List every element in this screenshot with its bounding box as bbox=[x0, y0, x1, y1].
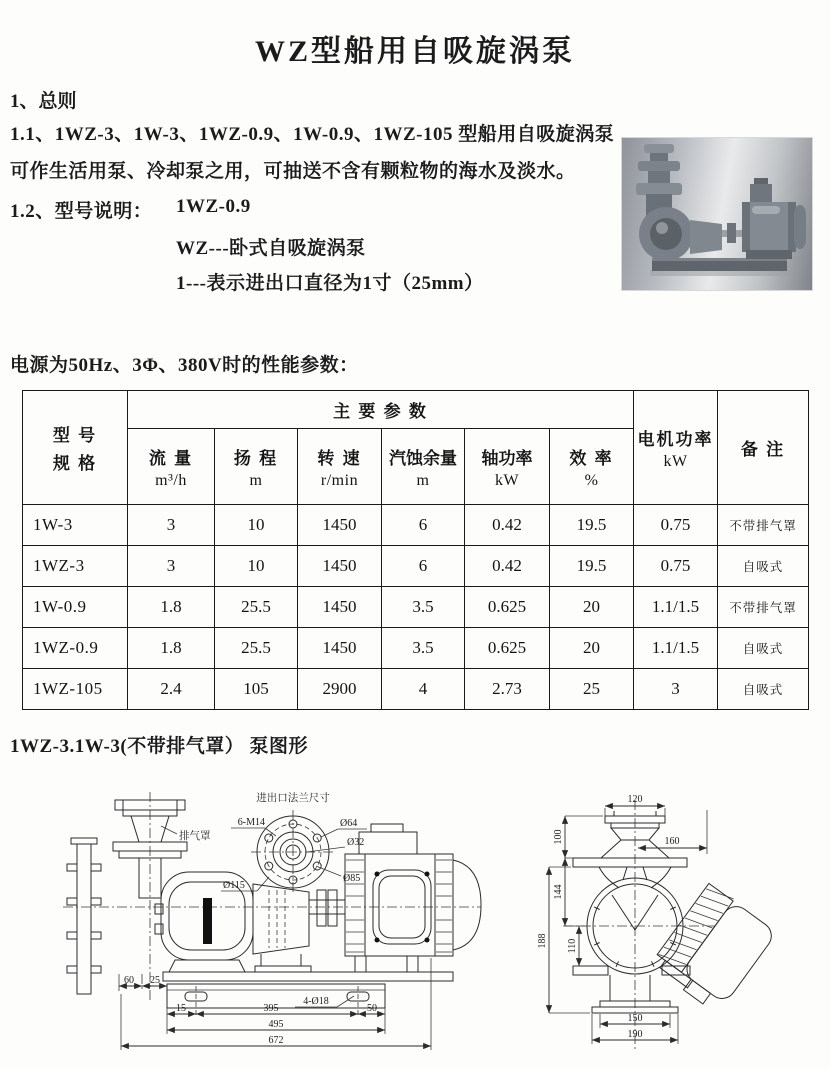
cell-speed: 1450 bbox=[298, 546, 382, 587]
pump-photo-illustration bbox=[622, 138, 812, 290]
cell-shaft-power: 0.625 bbox=[465, 628, 550, 669]
performance-table bbox=[22, 390, 809, 710]
baseplate-foundation bbox=[163, 972, 453, 1018]
table-caption: 电源为50Hz、3Φ、380V时的性能参数： bbox=[10, 355, 359, 376]
dim-50: 50 bbox=[367, 1003, 377, 1014]
cell-flow: 1.8 bbox=[128, 587, 215, 628]
header-speed bbox=[298, 429, 382, 505]
cell-model: 1WZ-3 bbox=[23, 546, 128, 587]
cell-note: 不带排气罩 bbox=[718, 505, 809, 546]
header-motor-power-line2: kW bbox=[663, 452, 688, 470]
table-row bbox=[23, 546, 809, 587]
cell-speed: 1450 bbox=[298, 587, 382, 628]
pedestal-outline bbox=[573, 966, 690, 1013]
photo-bracket-shaft bbox=[690, 220, 744, 254]
para-1-1-line1: 1.1、1WZ-3、1W-3、1WZ-0.9、1W-0.9、1WZ-105 型船用自吸旋涡泵 bbox=[10, 124, 615, 145]
cell-efficiency: 19.5 bbox=[550, 505, 634, 546]
header-head bbox=[215, 429, 298, 505]
header-model bbox=[23, 391, 128, 505]
header-motor-power bbox=[634, 391, 718, 505]
cell-model: 1WZ-0.9 bbox=[23, 628, 128, 669]
vent-stack-outline bbox=[67, 792, 187, 1001]
table-row bbox=[23, 587, 809, 628]
section1-heading: 1、总则 bbox=[10, 91, 77, 112]
cell-motor-power: 0.75 bbox=[634, 505, 718, 546]
dim-672: 672 bbox=[268, 1035, 284, 1046]
cell-note: 自吸式 bbox=[718, 628, 809, 669]
bearing-bracket bbox=[253, 884, 311, 972]
casing-circle bbox=[563, 878, 715, 974]
dim-395: 395 bbox=[263, 1003, 279, 1014]
flange-dia64-label: Ø64 bbox=[340, 818, 358, 829]
cell-flow: 1.8 bbox=[128, 628, 215, 669]
flange-bolt-label: 6-M14 bbox=[237, 817, 265, 828]
cell-motor-power: 0.75 bbox=[634, 546, 718, 587]
header-speed-label: 转 速 bbox=[317, 448, 362, 468]
cell-npsh: 6 bbox=[382, 505, 465, 546]
para-1-2-line2: WZ---卧式自吸旋涡泵 bbox=[176, 238, 366, 259]
cell-speed: 1450 bbox=[298, 628, 382, 669]
photo-motor bbox=[742, 178, 806, 259]
header-shaft-power-unit: kW bbox=[494, 471, 520, 489]
cell-motor-power: 1.1/1.5 bbox=[634, 587, 718, 628]
cell-model: 1W-3 bbox=[23, 505, 128, 546]
dim-495: 495 bbox=[268, 1019, 284, 1030]
dim-160-group bbox=[638, 810, 707, 854]
header-speed-unit: r/min bbox=[320, 471, 359, 489]
cell-efficiency: 20 bbox=[550, 628, 634, 669]
header-flow-label: 流 量 bbox=[148, 448, 194, 468]
header-npsh bbox=[382, 429, 465, 505]
header-head-unit: m bbox=[249, 471, 263, 489]
dim-15: 15 bbox=[176, 1003, 186, 1014]
header-efficiency-label: 效 率 bbox=[569, 448, 614, 468]
cell-efficiency: 19.5 bbox=[550, 546, 634, 587]
cell-efficiency: 25 bbox=[550, 669, 634, 710]
flange-dia115-label: Ø115 bbox=[223, 880, 245, 891]
cell-model: 1WZ-105 bbox=[23, 669, 128, 710]
cell-efficiency: 20 bbox=[550, 587, 634, 628]
end-view-bottom-dimensions bbox=[592, 1013, 678, 1044]
pump-product-photo bbox=[622, 138, 812, 290]
flange-dia32-label: Ø32 bbox=[347, 837, 365, 848]
cell-shaft-power: 0.42 bbox=[465, 505, 550, 546]
table-row bbox=[23, 505, 809, 546]
cell-shaft-power: 0.42 bbox=[465, 546, 550, 587]
cell-note: 不带排气罩 bbox=[718, 587, 809, 628]
cell-model: 1W-0.9 bbox=[23, 587, 128, 628]
cell-motor-power: 1.1/1.5 bbox=[634, 628, 718, 669]
figure-caption: 1WZ-3.1W-3(不带排气罩） 泵图形 bbox=[10, 736, 308, 757]
vent-cover-label: 排气罩 bbox=[179, 831, 211, 842]
motor-outline bbox=[345, 824, 481, 972]
dim-4-d18: 4-Ø18 bbox=[303, 996, 329, 1007]
cell-head: 10 bbox=[215, 505, 298, 546]
cell-speed: 1450 bbox=[298, 505, 382, 546]
header-flow-unit: m³/h bbox=[155, 471, 187, 489]
vent-cover-label-group bbox=[161, 826, 211, 842]
dim-190: 190 bbox=[627, 1029, 643, 1040]
para-1-2-model: 1WZ-0.9 bbox=[176, 196, 251, 217]
header-flow bbox=[128, 429, 215, 505]
cell-flow: 3 bbox=[128, 505, 215, 546]
cell-npsh: 3.5 bbox=[382, 628, 465, 669]
dim-160: 160 bbox=[664, 836, 680, 847]
cell-flow: 2.4 bbox=[128, 669, 215, 710]
flange-detail-title: 进出口法兰尺寸 bbox=[256, 793, 330, 804]
table-row bbox=[23, 628, 809, 669]
dim-110: 110 bbox=[567, 938, 578, 954]
header-motor-power-line1: 电机功率 bbox=[637, 429, 714, 449]
header-note: 备 注 bbox=[718, 391, 809, 505]
dim-188: 188 bbox=[537, 933, 548, 949]
header-efficiency-unit: % bbox=[584, 471, 599, 489]
cell-head: 105 bbox=[215, 669, 298, 710]
cell-shaft-power: 0.625 bbox=[465, 587, 550, 628]
page-title: WZ型船用自吸旋涡泵 bbox=[254, 35, 575, 68]
cell-shaft-power: 2.73 bbox=[465, 669, 550, 710]
cell-note: 自吸式 bbox=[718, 669, 809, 710]
photo-volute bbox=[639, 207, 693, 261]
para-1-2-label: 1.2、型号说明： bbox=[10, 201, 153, 222]
cell-motor-power: 3 bbox=[634, 669, 718, 710]
para-1-2-line3: 1---表示进出口直径为1寸（25mm） bbox=[176, 273, 484, 294]
pump-end-view-drawing bbox=[535, 786, 830, 1064]
cell-head: 25.5 bbox=[215, 587, 298, 628]
end-view-vertical-dimensions bbox=[537, 816, 603, 1013]
header-npsh-unit: m bbox=[416, 471, 430, 489]
para-1-1-line2: 可作生活用泵、冷却泵之用，可抽送不含有颗粒物的海水及淡水。 bbox=[10, 161, 576, 182]
dim-25: 25 bbox=[150, 975, 160, 986]
cell-note: 自吸式 bbox=[718, 546, 809, 587]
flange-dia85-label: Ø85 bbox=[343, 873, 361, 884]
cell-speed: 2900 bbox=[298, 669, 382, 710]
header-model-line2: 规 格 bbox=[52, 454, 98, 473]
cell-head: 25.5 bbox=[215, 628, 298, 669]
header-model-line1: 型 号 bbox=[52, 426, 98, 445]
cell-head: 10 bbox=[215, 546, 298, 587]
header-npsh-label: 汽蚀余量 bbox=[389, 448, 457, 468]
volute-hub bbox=[203, 898, 212, 944]
header-efficiency bbox=[550, 429, 634, 505]
cell-npsh: 4 bbox=[382, 669, 465, 710]
dim-144: 144 bbox=[553, 884, 564, 900]
cell-flow: 3 bbox=[128, 546, 215, 587]
header-shaft-power bbox=[465, 429, 550, 505]
dim-120: 120 bbox=[627, 794, 643, 805]
header-head-label: 扬 程 bbox=[233, 448, 279, 468]
pump-side-view-drawing bbox=[55, 786, 485, 1064]
shaft-coupling bbox=[309, 890, 345, 926]
cell-npsh: 3.5 bbox=[382, 587, 465, 628]
dim-150: 150 bbox=[627, 1013, 643, 1024]
dim-100: 100 bbox=[553, 829, 564, 845]
header-main-params: 主 要 参 数 bbox=[128, 391, 634, 429]
cell-npsh: 6 bbox=[382, 546, 465, 587]
dim-60: 60 bbox=[124, 975, 134, 986]
table-row bbox=[23, 669, 809, 710]
header-shaft-power-label: 轴功率 bbox=[481, 448, 533, 468]
